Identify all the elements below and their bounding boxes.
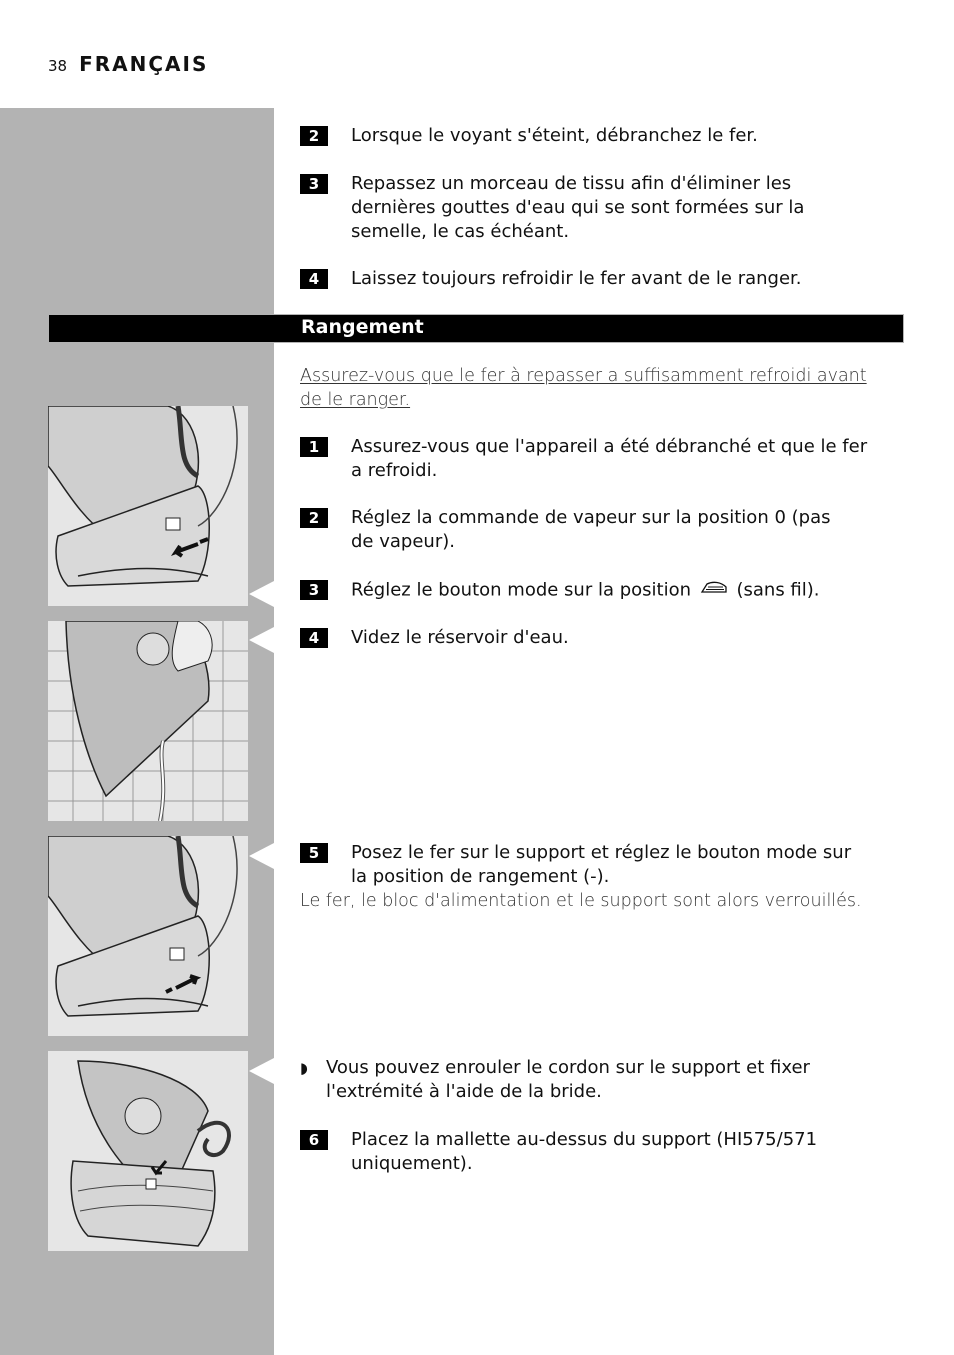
storage-step-3 xyxy=(300,578,890,603)
bullet-icon: ◗ xyxy=(300,1059,308,1077)
illustration-pointer xyxy=(249,1058,274,1084)
page-header xyxy=(48,52,208,76)
step-text: Réglez la commande de vapeur sur la position 0 (pas de vapeur). xyxy=(351,507,831,552)
storage-step-2 xyxy=(300,506,890,554)
step-number: 4 xyxy=(300,628,328,648)
step-number: 1 xyxy=(300,437,328,457)
language-heading: FRANÇAIS xyxy=(79,52,209,76)
step-text: Posez le fer sur le support et réglez le bouton mode sur la position de rangement (-). xyxy=(351,842,852,887)
step-text-after: (sans fil). xyxy=(736,579,820,601)
illustration-pointer xyxy=(249,843,274,869)
illustration-pointer xyxy=(249,581,274,607)
iron-on-stand-lock-illustration xyxy=(48,836,248,1036)
step-number: 3 xyxy=(300,174,328,194)
step-number: 2 xyxy=(300,126,328,146)
step-text xyxy=(351,578,890,603)
step-text: Lorsque le voyant s'éteint, débranchez le fer. xyxy=(351,125,758,146)
section-heading-bar xyxy=(48,314,904,343)
section-title: Rangement xyxy=(301,316,424,338)
bullet-text: Vous pouvez enrouler le cordon sur le support et fixer l'extrémité à l'aide de la bride. xyxy=(326,1057,810,1102)
step-number: 5 xyxy=(300,843,328,863)
step-text: Repassez un morceau de tissu afin d'éliminer les dernières gouttes d'eau qui se sont formées sur la semelle, le cas échéant. xyxy=(351,173,805,242)
storage-step-5 xyxy=(300,841,890,889)
step-text: Assurez-vous que l'appareil a été débranché et que le fer a refroidi. xyxy=(351,436,868,481)
storage-step-4 xyxy=(300,626,890,650)
step-number: 2 xyxy=(300,508,328,528)
storage-step-1 xyxy=(300,435,890,483)
illustration-pointer xyxy=(249,627,274,653)
lock-note: Le fer, le bloc d'alimentation et le support sont alors verrouillés. xyxy=(300,891,862,911)
intro-step-2 xyxy=(300,124,890,148)
intro-step-4 xyxy=(300,267,890,291)
cordless-iron-icon xyxy=(699,578,729,603)
iron-cord-stored-illustration xyxy=(48,1051,248,1251)
step-number: 4 xyxy=(300,269,328,289)
emptying-water-tank-illustration xyxy=(48,621,248,821)
step-number: 3 xyxy=(300,580,328,600)
step-text: Placez la mallette au-dessus du support (HI575/571 uniquement). xyxy=(351,1129,818,1174)
intro-step-3 xyxy=(300,172,890,244)
warning-text: Assurez-vous que le fer à repasser a suffisamment refroidi avant de le ranger. xyxy=(300,366,867,410)
step-text-before: Réglez le bouton mode sur la position xyxy=(351,579,692,601)
step-text: Videz le réservoir d'eau. xyxy=(351,627,569,648)
step-text: Laissez toujours refroidir le fer avant de le ranger. xyxy=(351,268,802,289)
page-number: 38 xyxy=(48,57,68,75)
storage-step-6 xyxy=(300,1128,890,1176)
iron-on-stand-unlock-illustration xyxy=(48,406,248,606)
step-number: 6 xyxy=(300,1130,328,1150)
cord-bullet xyxy=(300,1056,860,1104)
